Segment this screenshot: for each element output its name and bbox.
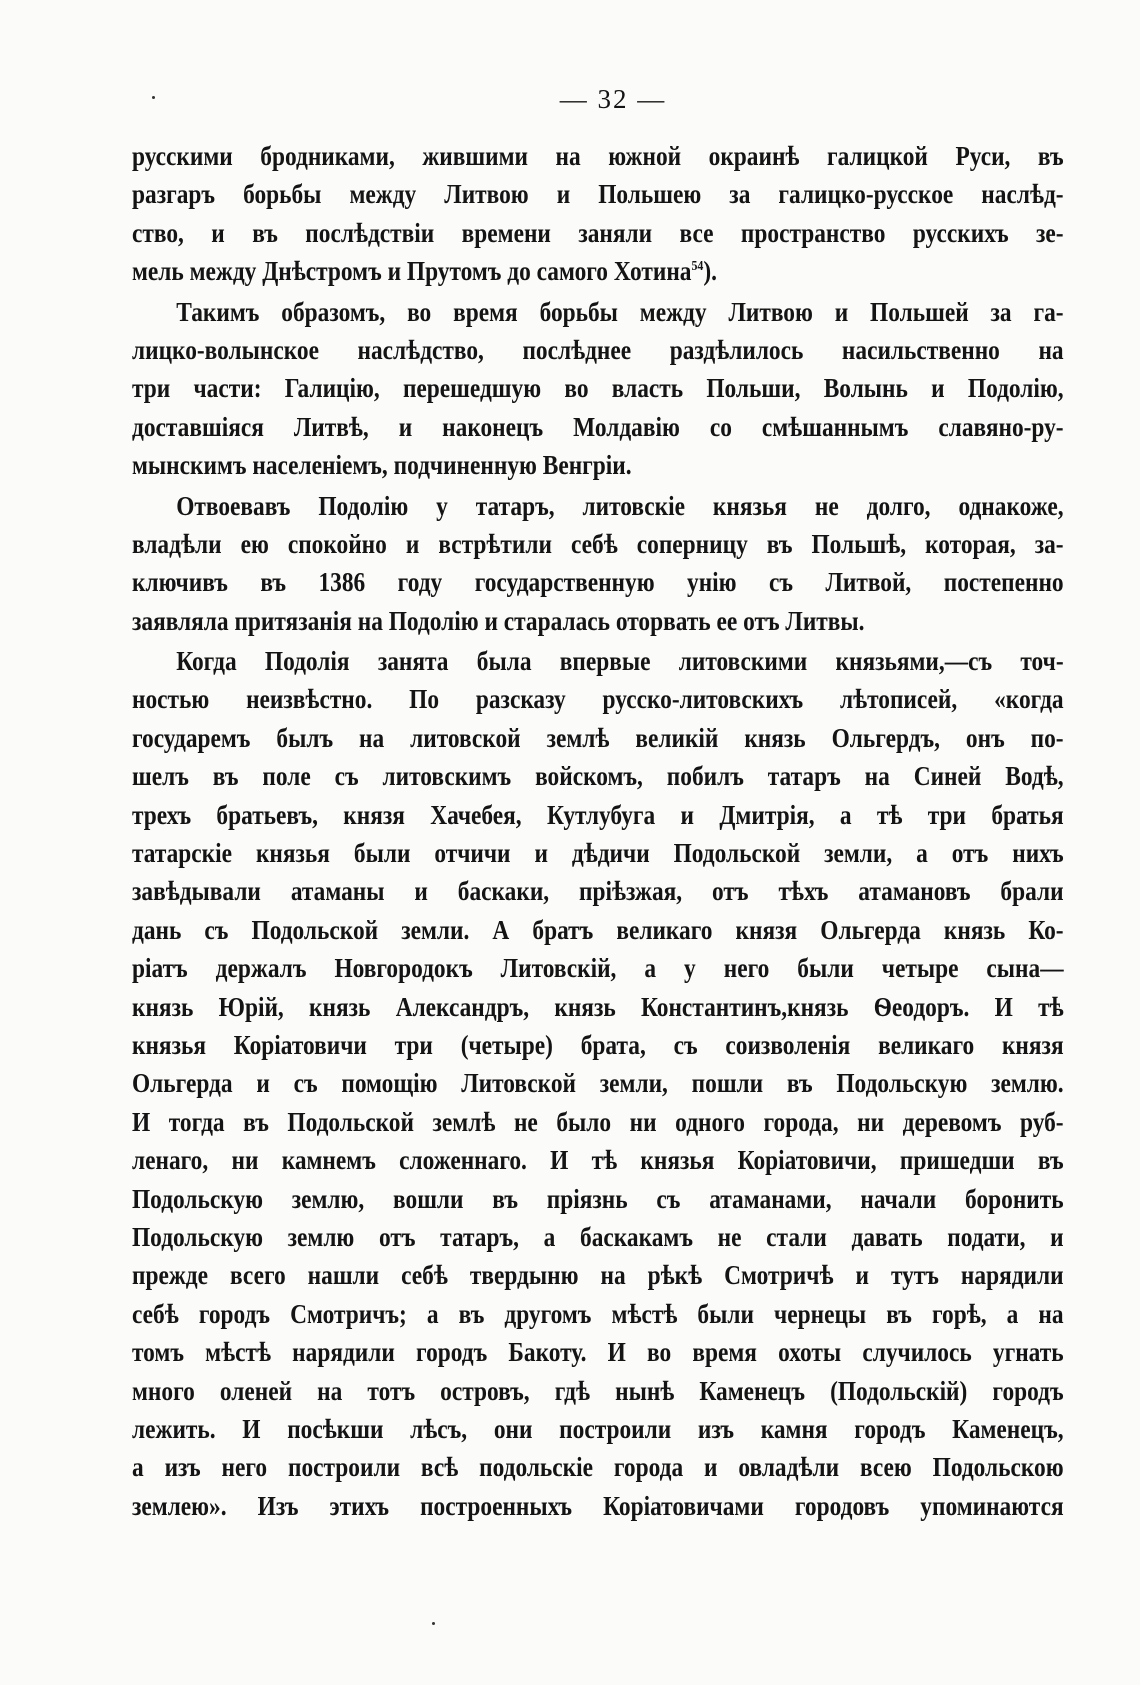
text-line — [132, 1256, 1064, 1294]
text-line — [132, 1180, 1064, 1218]
text-line — [132, 487, 1064, 525]
text-line-content: шелъ въ поле съ литовскимъ войскомъ, побилъ татаръ на Синей Водѣ, — [132, 760, 1064, 792]
text-line — [132, 252, 1064, 290]
text-line-content: много оленей на тотъ островъ, гдѣ нынѣ Каменецъ (Подольскій) городъ — [132, 1374, 1064, 1406]
text-line — [132, 872, 1064, 910]
text-line-content: доставшіяся Литвѣ, и наконецъ Молдавію со смѣшаннымъ славяно-ру- — [132, 410, 1064, 442]
text-line — [132, 1487, 1064, 1525]
text-line-content: Такимъ образомъ, во время борьбы между Литвою и Польшей за га- — [176, 295, 1064, 327]
text-line-content: лежить. И посѣкши лѣсъ, они построили изъ камня городъ Каменецъ, — [132, 1412, 1064, 1444]
text-line-content: лицко-волынское наслѣдство, послѣднее раздѣлилось насильственно на — [132, 333, 1064, 365]
page-number: — 32 — — [559, 84, 667, 114]
body-text — [132, 137, 1064, 1525]
text-line — [132, 408, 1064, 446]
text-line-content: землею». Изъ этихъ построенныхъ Коріатовичами городовъ упоминаются — [132, 1489, 1064, 1521]
text-line-content: И тогда въ Подольской землѣ не было ни одного города, ни деревомъ руб- — [132, 1105, 1064, 1137]
text-line-content: ленаго, ни камнемъ сложеннаго. И тѣ князья Коріатовичи, пришедши въ — [132, 1144, 1064, 1176]
text-line — [132, 1103, 1064, 1141]
text-line — [132, 137, 1064, 175]
text-line-content: Подольскую землю отъ татаръ, а баскакамъ не стали давать подати, и — [132, 1220, 1064, 1252]
text-line — [132, 1372, 1064, 1410]
text-line — [132, 642, 1064, 680]
text-line-content: завѣдывали атаманы и баскаки, пріѣзжая, отъ тѣхъ атамановъ брали — [132, 875, 1064, 907]
text-line — [132, 214, 1064, 252]
text-line-content: себѣ городъ Смотричъ; а въ другомъ мѣстѣ были чернецы въ горѣ, а на — [132, 1297, 1064, 1329]
text-line — [132, 369, 1064, 407]
text-line-content: а изъ него построили всѣ подольскіе города и овладѣли всею Подольскою — [132, 1451, 1064, 1483]
text-line-content: три части: Галицію, перешедшую во власть Польши, Волынь и Подолію, — [132, 372, 1064, 404]
text-line — [132, 719, 1064, 757]
text-line — [132, 525, 1064, 563]
text-line-content: князья Коріатовичи три (четыре) брата, съ соизволенія великаго князя — [132, 1028, 1064, 1060]
text-line — [132, 834, 1064, 872]
book-page — [132, 84, 1064, 1525]
text-line-content: мынскимъ населеніемъ, подчиненную Венгріи. — [132, 449, 632, 481]
text-line-content: томъ мѣстѣ нарядили городъ Бакоту. И во время охоты случилось угнать — [132, 1336, 1064, 1368]
text-line-content: Когда Подолія занята была впервые литовскими князьями,—съ точ- — [176, 645, 1064, 677]
text-line-content: мель между Днѣстромъ и Прутомъ до самого Хотина — [132, 255, 692, 287]
text-line — [132, 1064, 1064, 1102]
text-line — [132, 563, 1064, 601]
text-line-content: татарскіе князья были отчичи и дѣдичи Подольской земли, а отъ нихъ — [132, 837, 1064, 869]
text-line — [132, 1218, 1064, 1256]
text-line — [132, 949, 1064, 987]
text-line — [132, 1141, 1064, 1179]
text-line — [132, 1410, 1064, 1448]
text-line-content: русскими бродниками, жившими на южной окраинѣ галицкой Руси, въ — [132, 140, 1064, 171]
footnote-marker[interactable]: 54 — [691, 259, 704, 275]
text-line — [132, 175, 1064, 213]
text-line — [132, 446, 1064, 484]
text-line — [132, 680, 1064, 718]
text-line-content: Подольскую землю, вошли въ пріязнь съ атаманами, начали боронить — [132, 1182, 1064, 1214]
text-line — [132, 796, 1064, 834]
text-line — [132, 1333, 1064, 1371]
text-line — [132, 293, 1064, 331]
text-line-content: ство, и въ послѣдствіи времени заняли все пространство русскихъ зе- — [132, 216, 1064, 248]
text-line — [132, 1295, 1064, 1333]
text-line — [132, 602, 1064, 640]
text-line-tail: ). — [703, 255, 718, 287]
text-line-content: князь Юрій, князь Александръ, князь Константинъ,князь Ѳеодоръ. И тѣ — [132, 990, 1064, 1022]
text-line-content: ключивъ въ 1386 году государственную унію съ Литвой, постепенно — [132, 566, 1064, 598]
text-line — [132, 911, 1064, 949]
text-line-content: государемъ былъ на литовской землѣ великій князь Ольгердъ, онъ по- — [132, 721, 1064, 753]
text-line-content: Отвоевавъ Подолію у татаръ, литовскіе князья не долго, однакоже, — [176, 489, 1064, 521]
text-line — [132, 1448, 1064, 1486]
text-line-content: заявляла притязанія на Подолію и старалась оторвать ее отъ Литвы. — [132, 604, 865, 636]
text-line-content: владѣли ею спокойно и встрѣтили себѣ соперницу въ Польшѣ, которая, за- — [132, 527, 1064, 559]
text-line-content: Ольгерда и съ помощію Литовской земли, пошли въ Подольскую землю. — [132, 1067, 1064, 1099]
text-line-content: трехъ братьевъ, князя Хачебея, Кутлубуга и Дмитрія, а тѣ три братья — [132, 798, 1064, 830]
text-line — [132, 331, 1064, 369]
text-line — [132, 988, 1064, 1026]
text-line-content: разгаръ борьбы между Литвою и Польшею за галицко-русское наслѣд- — [132, 178, 1064, 210]
ink-speck — [432, 1622, 435, 1625]
text-line-content: прежде всего нашли себѣ твердыню на рѣкѣ Смотричѣ и тутъ нарядили — [132, 1259, 1064, 1291]
text-line-content: ріатъ держалъ Новгородокъ Литовскій, а у него были четыре сына— — [132, 952, 1064, 984]
text-line — [132, 1026, 1064, 1064]
text-line-content: ностью неизвѣстно. По разсказу русско-литовскихъ лѣтописей, «когда — [132, 683, 1064, 715]
text-line-content: дань съ Подольской земли. А братъ великаго князя Ольгерда князь Ко- — [132, 913, 1064, 945]
text-line — [132, 757, 1064, 795]
